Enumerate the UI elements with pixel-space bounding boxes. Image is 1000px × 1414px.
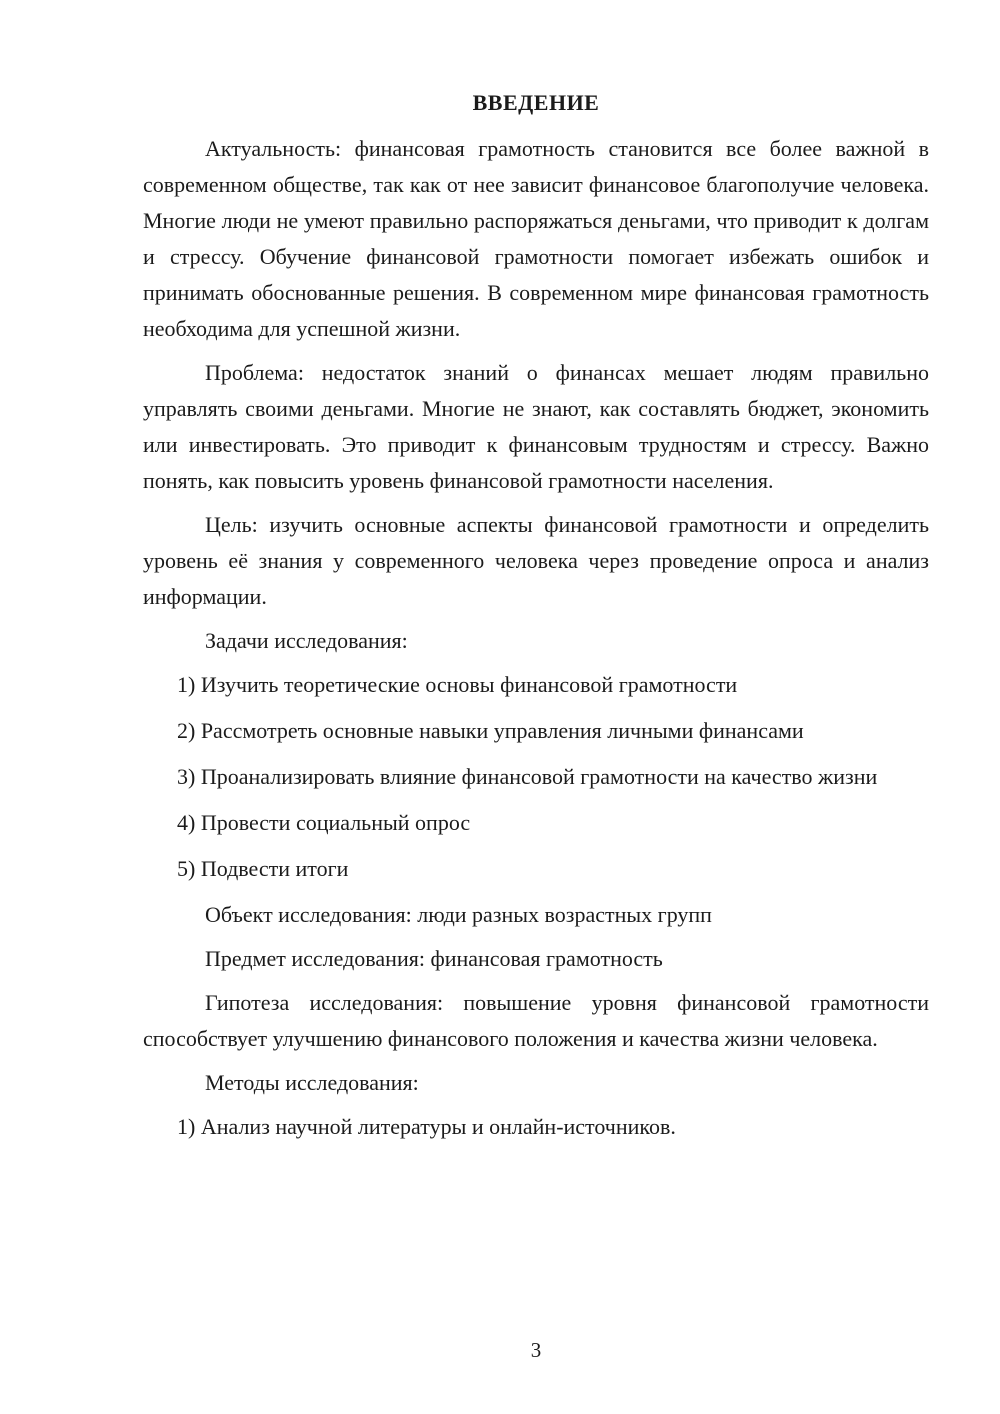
section-title: ВВЕДЕНИЕ — [472, 90, 600, 115]
task-item-3: 3) Проанализировать влияние финансовой грамотности на качество жизни — [177, 764, 878, 789]
paragraph-hypothesis: Гипотеза исследования: повышение уровня финансовой грамотности способствует улучшению финансового положения и качества жизни человека. — [143, 990, 929, 1051]
task-item-1: 1) Изучить теоретические основы финансовой грамотности — [177, 672, 738, 697]
paragraph-goal: Цель: изучить основные аспекты финансовой грамотности и определить уровень её знания у современного человека через проведение опроса и анализ информации. — [143, 512, 929, 609]
methods-heading: Методы исследования: — [205, 1070, 419, 1095]
tasks-heading: Задачи исследования: — [205, 628, 408, 653]
task-item-5: 5) Подвести итоги — [177, 856, 349, 881]
task-item-4: 4) Провести социальный опрос — [177, 810, 471, 835]
task-item-2: 2) Рассмотреть основные навыки управления личными финансами — [177, 718, 804, 743]
page-number: 3 — [530, 1338, 542, 1362]
paragraph-problem: Проблема: недостаток знаний о финансах мешает людям правильно управлять своими деньгами. Многие не знают, как составлять бюджет, экономить или инвестировать. Это приводит к финансовым трудностям и стрессу. Важно понять, как повысить уровень финансовой грамотности населения. — [143, 360, 929, 493]
paragraph-relevance: Актуальность: финансовая грамотность становится все более важной в современном обществе, так как от нее зависит финансовое благополучие человека. Многие люди не умеют правильно распоряжаться деньгами, что приводит к долгам и стрессу. Обучение финансовой грамотности помогает избежать ошибок и принимать обоснованные решения. В современном мире финансовая грамотность необходима для успешной жизни. — [143, 136, 929, 341]
paragraph-subject: Предмет исследования: финансовая грамотность — [205, 946, 663, 971]
method-item-1: 1) Анализ научной литературы и онлайн-источников. — [177, 1114, 676, 1139]
paragraph-object: Объект исследования: люди разных возрастных групп — [205, 902, 712, 927]
